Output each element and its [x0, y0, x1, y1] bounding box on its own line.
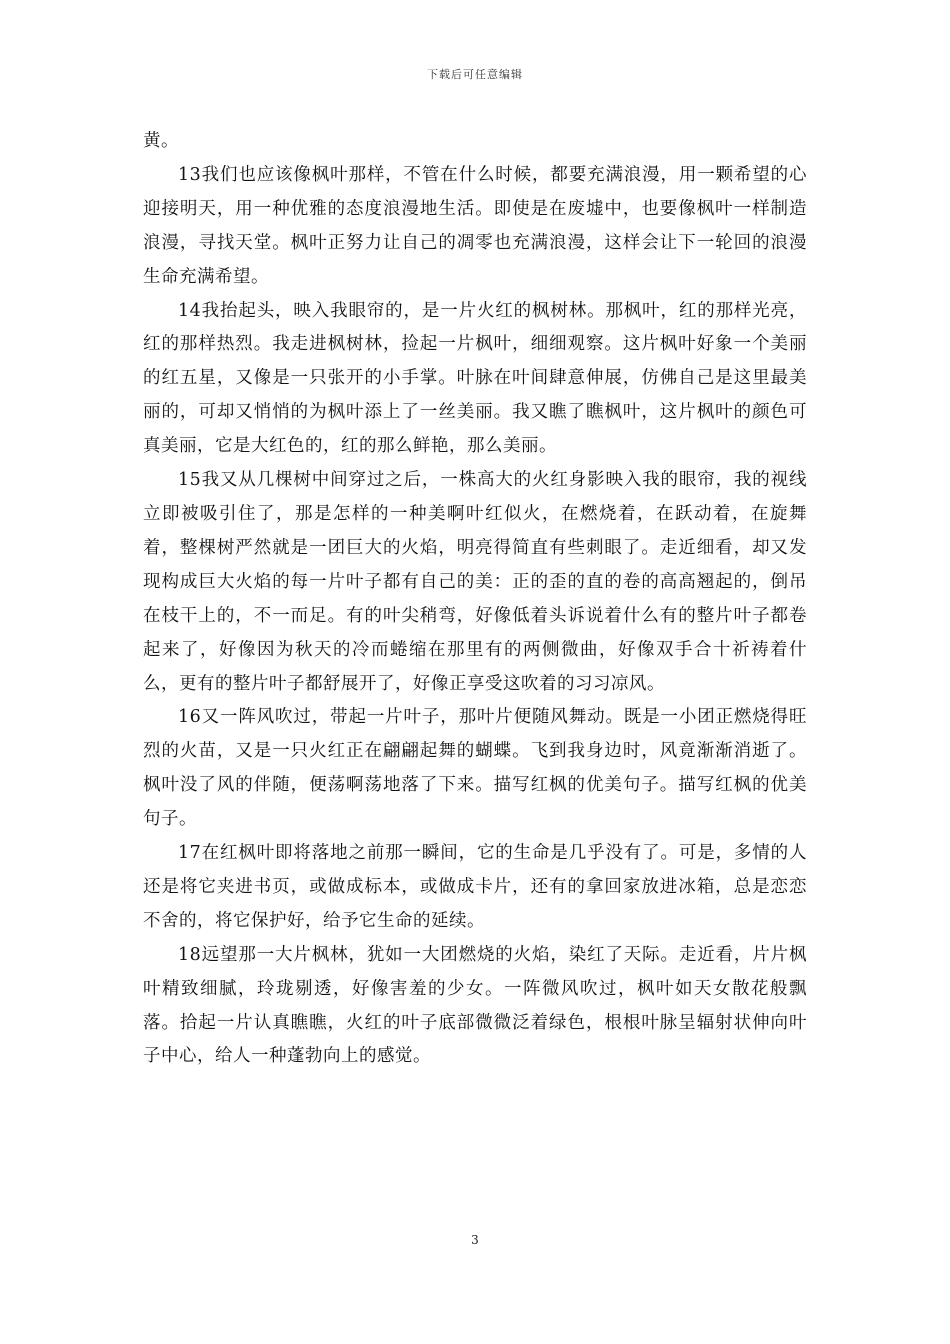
- paragraph-continuation: 黄。: [143, 131, 179, 151]
- paragraph-14: 14我抬起头，映入我眼帘的，是一片火红的枫树林。那枫叶，红的那样光亮，红的那样热烈。我走进枫树林，捡起一片枫叶，细细观察。这片枫叶好象一个美丽的红五星，又像是一只张开的小手掌。叶脉在叶间肆意伸展，仿佛自己是这里最美丽的，可却又悄悄的为枫叶添上了一丝美丽。我又瞧了瞧枫叶，这片枫叶的颜色可真美丽，它是大红色的，红的那么鲜艳，那么美丽。: [143, 300, 807, 457]
- paragraph-15: 15我又从几棵树中间穿过之后，一株高大的火红身影映入我的眼帘，我的视线立即被吸引住了，那是怎样的一种美啊叶红似火，在燃烧着，在跃动着，在旋舞着，整棵树严然就是一团巨大的火焰，明亮得简直有些刺眼了。走近细看，却又发现构成巨大火焰的每一片叶子都有自己的美：正的歪的直的卷的高高翘起的，倒吊在枝干上的，不一而足。有的叶尖稍弯，好像低着头诉说着什么有的整片叶子都卷起来了，好像因为秋天的冷而蜷缩在那里有的两侧微曲，好像双手合十祈祷着什么，更有的整片叶子都舒展开了，好像正享受这吹着的习习凉风。: [143, 470, 807, 694]
- paragraph-18: 18远望那一大片枫林，犹如一大团燃烧的火焰，染红了天际。走近看，片片枫叶精致细腻，玲珑剔透，好像害羞的少女。一阵微风吹过，枫叶如天女散花般飘落。拾起一片认真瞧瞧，火红的叶子底部微微泛着绿色，根根叶脉呈辐射状伸向叶子中心，给人一种蓬勃向上的感觉。: [143, 944, 807, 1067]
- page-number: 3: [471, 1233, 479, 1247]
- document-body: [143, 125, 807, 1074]
- paragraph-16: 16又一阵风吹过，带起一片叶子，那叶片便随风舞动。既是一小团正燃烧得旺烈的火苗，又是一只火红正在翩翩起舞的蝴蝶。飞到我身边时，风竟渐渐消逝了。枫叶没了风的伴随，便荡啊荡地落了下来。描写红枫的优美句子。描写红枫的优美句子。: [143, 707, 807, 830]
- page-header: 下载后可任意编辑: [427, 68, 523, 81]
- paragraph-17: 17在红枫叶即将落地之前那一瞬间，它的生命是几乎没有了。可是，多情的人还是将它夹进书页，或做成标本，或做成卡片，还有的拿回家放进冰箱，总是恋恋不舍的，将它保护好，给予它生命的延续。: [143, 843, 807, 931]
- paragraph-13: 13我们也应该像枫叶那样，不管在什么时候，都要充满浪漫，用一颗希望的心迎接明天，用一种优雅的态度浪漫地生活。即使是在废墟中，也要像枫叶一样制造浪漫，寻找天堂。枫叶正努力让自己的凋零也充满浪漫，这样会让下一轮回的浪漫生命充满希望。: [143, 164, 807, 287]
